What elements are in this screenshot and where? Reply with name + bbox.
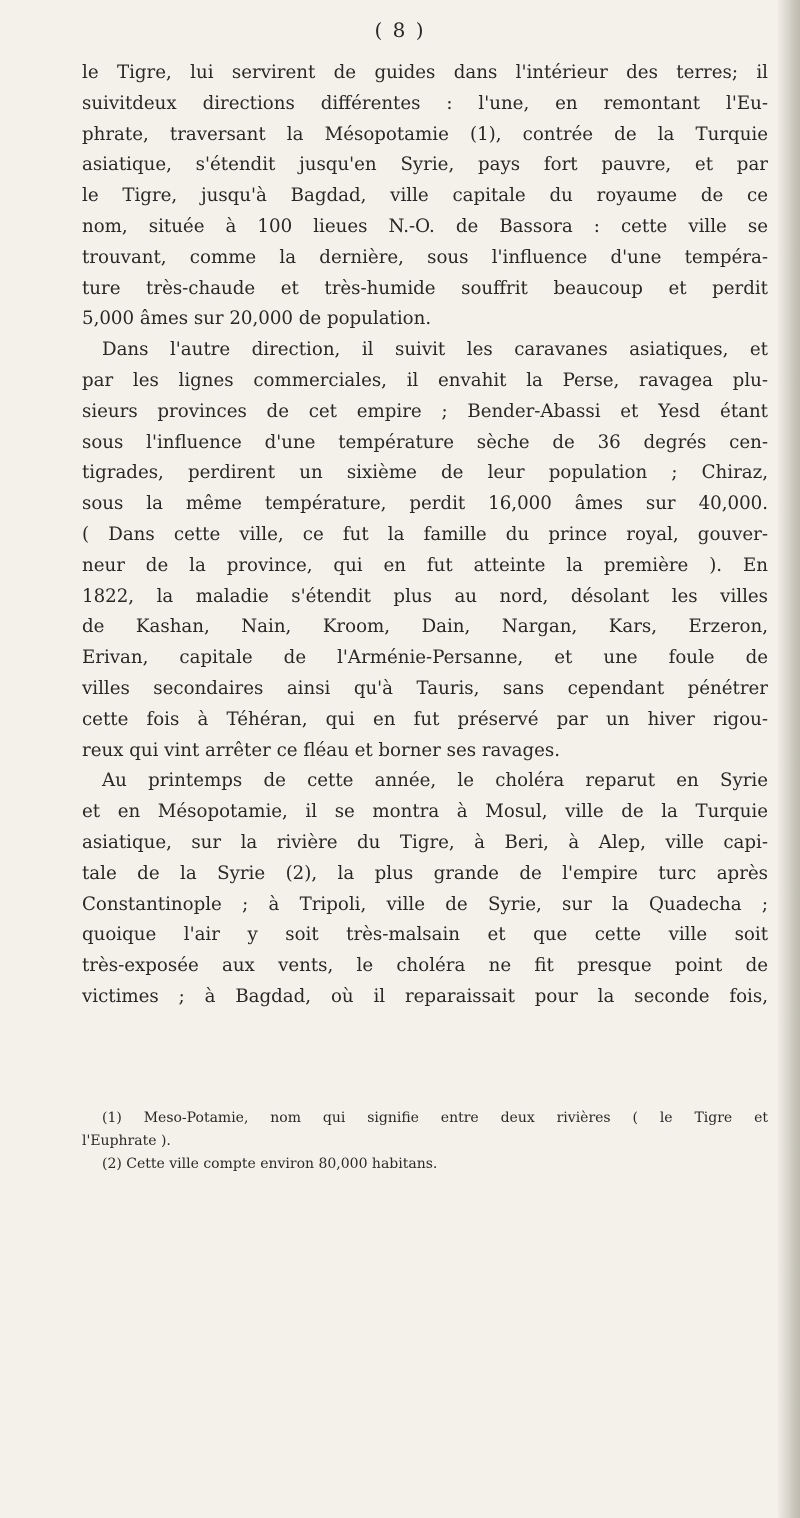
footnotes: [82, 1107, 768, 1176]
text-line: très-exposée aux vents, le choléra ne fit presque point de: [82, 955, 768, 977]
text-line: sieurs provinces de cet empire ; Bender-Abassi et Yesd étant: [82, 400, 768, 422]
text-line: sous l'influence d'une température sèche de 36 degrés cen-: [82, 431, 768, 453]
text-line: le Tigre, lui servirent de guides dans l'intérieur des terres; il: [82, 62, 768, 83]
text-line: le Tigre, jusqu'à Bagdad, ville capitale du royaume de ce: [82, 185, 768, 207]
text-line: Au printemps de cette année, le choléra reparut en Syrie: [102, 770, 768, 792]
footnote-1-continued: l'Euphrate ).: [82, 1133, 171, 1149]
text-line: tigrades, perdirent un sixième de leur population ; Chiraz,: [82, 462, 768, 484]
text-line: asiatique, s'étendit jusqu'en Syrie, pays fort pauvre, et par: [82, 154, 768, 176]
text-line: ture très-chaude et très-humide souffrit beaucoup et perdit: [82, 277, 768, 299]
text-line: quoique l'air y soit très-malsain et que cette ville soit: [82, 924, 768, 946]
text-line: villes secondaires ainsi qu'à Tauris, sans cependant pénétrer: [82, 677, 768, 699]
footnote-2: (2) Cette ville compte environ 80,000 habitans.: [102, 1156, 438, 1172]
text-line: reux qui vint arrêter ce fléau et borner ses ravages.: [82, 739, 561, 761]
text-line: de Kashan, Nain, Kroom, Dain, Nargan, Kars, Erzeron,: [82, 616, 768, 638]
footnote-1: (1) Meso-Potamie, nom qui signifie entre deux rivières ( le Tigre et: [102, 1110, 768, 1126]
text-line: par les lignes commerciales, il envahit la Perse, ravagea plu-: [82, 369, 768, 391]
text-line: phrate, traversant la Mésopotamie (1), contrée de la Turquie: [82, 123, 768, 145]
text-line: asiatique, sur la rivière du Tigre, à Beri, à Alep, ville capi-: [82, 831, 768, 853]
text-line: et en Mésopotamie, il se montra à Mosul, ville de la Turquie: [82, 801, 768, 823]
body-text: [82, 58, 768, 1013]
text-line: neur de la province, qui en fut atteinte la première ). En: [82, 554, 768, 576]
text-line: tale de la Syrie (2), la plus grande de l'empire turc après: [82, 862, 768, 884]
text-line: ( Dans cette ville, ce fut la famille du prince royal, gouver-: [82, 523, 768, 545]
text-line: Constantinople ; à Tripoli, ville de Syrie, sur la Quadecha ;: [82, 893, 768, 915]
text-line: Erivan, capitale de l'Arménie-Persanne, et une foule de: [82, 647, 768, 669]
text-line: Dans l'autre direction, il suivit les caravanes asiatiques, et: [102, 339, 768, 361]
text-line: 5,000 âmes sur 20,000 de population.: [82, 308, 432, 330]
text-line: victimes ; à Bagdad, où il reparaissait pour la seconde fois,: [82, 985, 768, 1007]
text-line: trouvant, comme la dernière, sous l'influence d'une tempéra-: [82, 246, 768, 268]
page-edge-shadow: [778, 0, 800, 1518]
text-line: sous la même température, perdit 16,000 âmes sur 40,000.: [82, 493, 768, 515]
text-line: nom, située à 100 lieues N.-O. de Bassora : cette ville se: [82, 215, 768, 237]
text-line: cette fois à Téhéran, qui en fut préservé par un hiver rigou-: [82, 708, 768, 730]
page-number: ( 8 ): [374, 18, 426, 42]
text-line: suivitdeux directions différentes : l'une, en remontant l'Eu-: [82, 92, 768, 114]
text-line: 1822, la maladie s'étendit plus au nord, désolant les villes: [82, 585, 768, 607]
